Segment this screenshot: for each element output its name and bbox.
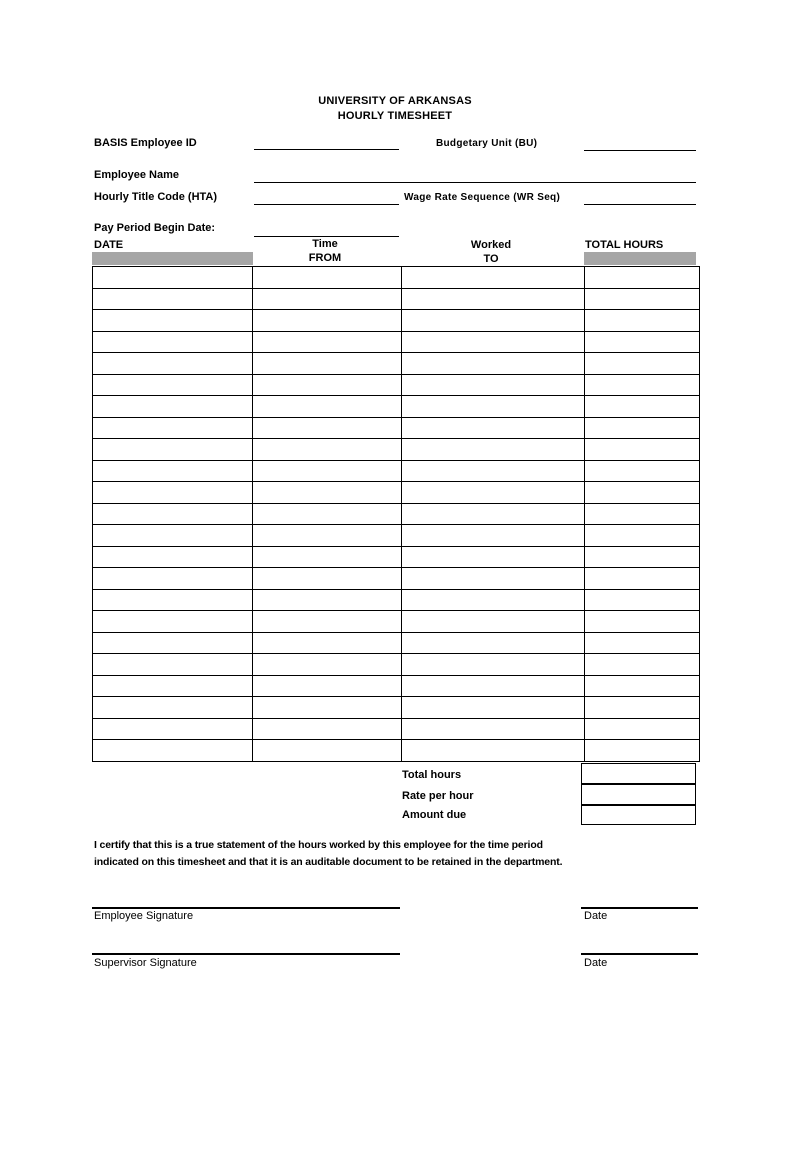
total-header-shade (584, 252, 696, 265)
date-cell[interactable] (93, 525, 253, 547)
budgetary-unit-field[interactable] (584, 150, 696, 151)
total-hours-cell[interactable] (585, 675, 700, 697)
form-subtitle: HOURLY TIMESHEET (337, 110, 453, 122)
employee-date-line[interactable] (581, 907, 698, 909)
total-hours-cell[interactable] (585, 740, 700, 762)
from-cell[interactable] (253, 675, 402, 697)
table-row (93, 697, 700, 719)
table-row (93, 675, 700, 697)
from-cell[interactable] (253, 310, 402, 332)
from-cell[interactable] (253, 546, 402, 568)
supervisor-date-line[interactable] (581, 953, 698, 955)
to-cell[interactable] (402, 417, 585, 439)
supervisor-date-label: Date (584, 957, 608, 969)
date-cell[interactable] (93, 611, 253, 633)
table-row (93, 525, 700, 547)
from-cell[interactable] (253, 460, 402, 482)
employee-name-field[interactable] (254, 182, 696, 183)
table-row (93, 460, 700, 482)
from-cell[interactable] (253, 503, 402, 525)
table-row (93, 396, 700, 418)
table-row (93, 503, 700, 525)
to-cell[interactable] (402, 611, 585, 633)
budgetary-unit-label: Budgetary Unit (BU) (436, 138, 538, 149)
total-hours-cell[interactable] (585, 288, 700, 310)
to-cell[interactable] (402, 310, 585, 332)
to-cell[interactable] (402, 460, 585, 482)
total-hours-cell[interactable] (585, 568, 700, 590)
date-cell[interactable] (93, 396, 253, 418)
from-cell[interactable] (253, 353, 402, 375)
date-cell[interactable] (93, 331, 253, 353)
pay-period-begin-label: Pay Period Begin Date: (94, 222, 216, 234)
total-hours-cell[interactable] (585, 374, 700, 396)
date-cell[interactable] (93, 589, 253, 611)
date-cell[interactable] (93, 374, 253, 396)
to-cell[interactable] (402, 353, 585, 375)
total-hours-cell[interactable] (585, 589, 700, 611)
total-hours-cell[interactable] (585, 439, 700, 461)
table-row (93, 568, 700, 590)
date-cell[interactable] (93, 503, 253, 525)
date-cell[interactable] (93, 460, 253, 482)
col-header-to: TO (483, 253, 499, 265)
total-hours-field[interactable] (581, 763, 696, 784)
date-cell[interactable] (93, 288, 253, 310)
basis-employee-id-field[interactable] (254, 149, 399, 150)
col-header-from: FROM (308, 252, 342, 264)
from-cell[interactable] (253, 568, 402, 590)
total-hours-cell[interactable] (585, 546, 700, 568)
table-row (93, 331, 700, 353)
total-hours-cell[interactable] (585, 611, 700, 633)
date-cell[interactable] (93, 439, 253, 461)
table-row (93, 740, 700, 762)
to-cell[interactable] (402, 267, 585, 289)
date-cell[interactable] (93, 267, 253, 289)
table-row (93, 546, 700, 568)
from-cell[interactable] (253, 632, 402, 654)
certification-line-1: I certify that this is a true statement of the hours worked by this employee for the time period (94, 839, 543, 851)
to-cell[interactable] (402, 632, 585, 654)
from-cell[interactable] (253, 718, 402, 740)
to-cell[interactable] (402, 675, 585, 697)
amount-due-field[interactable] (581, 805, 696, 825)
from-cell[interactable] (253, 267, 402, 289)
to-cell[interactable] (402, 654, 585, 676)
from-cell[interactable] (253, 439, 402, 461)
table-row (93, 589, 700, 611)
table-row (93, 718, 700, 740)
timesheet-grid (92, 266, 700, 762)
to-cell[interactable] (402, 697, 585, 719)
total-hours-cell[interactable] (585, 460, 700, 482)
from-cell[interactable] (253, 417, 402, 439)
to-cell[interactable] (402, 439, 585, 461)
total-hours-cell[interactable] (585, 310, 700, 332)
from-cell[interactable] (253, 482, 402, 504)
employee-signature-label: Employee Signature (94, 910, 194, 922)
to-cell[interactable] (402, 546, 585, 568)
date-cell[interactable] (93, 546, 253, 568)
col-header-time: Time (312, 238, 338, 250)
date-header-shade (92, 252, 253, 265)
table-row (93, 417, 700, 439)
hourly-title-code-label: Hourly Title Code (HTA) (94, 191, 218, 203)
to-cell[interactable] (402, 288, 585, 310)
form-title: UNIVERSITY OF ARKANSAS (318, 95, 472, 107)
total-hours-cell[interactable] (585, 525, 700, 547)
supervisor-signature-label: Supervisor Signature (94, 957, 197, 969)
table-row (93, 654, 700, 676)
table-row (93, 374, 700, 396)
supervisor-signature-line[interactable] (92, 953, 400, 955)
total-hours-cell[interactable] (585, 267, 700, 289)
employee-name-label: Employee Name (94, 169, 179, 181)
from-cell[interactable] (253, 589, 402, 611)
total-hours-label: Total hours (402, 769, 462, 781)
from-cell[interactable] (253, 611, 402, 633)
from-cell[interactable] (253, 374, 402, 396)
total-hours-cell[interactable] (585, 482, 700, 504)
total-hours-cell[interactable] (585, 417, 700, 439)
total-hours-cell[interactable] (585, 632, 700, 654)
basis-employee-id-label: BASIS Employee ID (94, 137, 197, 149)
table-row (93, 310, 700, 332)
total-hours-cell[interactable] (585, 331, 700, 353)
certification-line-2: indicated on this timesheet and that it is an auditable document to be retained in the department. (94, 856, 563, 868)
from-cell[interactable] (253, 396, 402, 418)
amount-due-label: Amount due (402, 809, 467, 821)
to-cell[interactable] (402, 374, 585, 396)
date-cell[interactable] (93, 353, 253, 375)
to-cell[interactable] (402, 740, 585, 762)
from-cell[interactable] (253, 740, 402, 762)
from-cell[interactable] (253, 288, 402, 310)
date-cell[interactable] (93, 675, 253, 697)
date-cell[interactable] (93, 568, 253, 590)
wage-rate-sequence-label: Wage Rate Sequence (WR Seq) (404, 192, 561, 203)
from-cell[interactable] (253, 654, 402, 676)
total-hours-cell[interactable] (585, 654, 700, 676)
date-cell[interactable] (93, 718, 253, 740)
rate-per-hour-field[interactable] (581, 784, 696, 805)
total-hours-cell[interactable] (585, 697, 700, 719)
table-row (93, 611, 700, 633)
employee-date-label: Date (584, 910, 608, 922)
total-hours-cell[interactable] (585, 353, 700, 375)
date-cell[interactable] (93, 740, 253, 762)
to-cell[interactable] (402, 718, 585, 740)
table-row (93, 267, 700, 289)
table-row (93, 288, 700, 310)
date-cell[interactable] (93, 697, 253, 719)
date-cell[interactable] (93, 482, 253, 504)
date-cell[interactable] (93, 654, 253, 676)
from-cell[interactable] (253, 331, 402, 353)
wage-rate-sequence-field[interactable] (584, 204, 696, 205)
from-cell[interactable] (253, 525, 402, 547)
col-header-date: DATE (94, 239, 124, 251)
hourly-title-code-field[interactable] (254, 204, 399, 205)
rate-per-hour-label: Rate per hour (402, 790, 474, 802)
col-header-worked: Worked (470, 239, 512, 251)
to-cell[interactable] (402, 525, 585, 547)
date-cell[interactable] (93, 632, 253, 654)
to-cell[interactable] (402, 331, 585, 353)
total-hours-cell[interactable] (585, 503, 700, 525)
date-cell[interactable] (93, 310, 253, 332)
table-row (93, 482, 700, 504)
total-hours-cell[interactable] (585, 396, 700, 418)
from-cell[interactable] (253, 697, 402, 719)
employee-signature-line[interactable] (92, 907, 400, 909)
to-cell[interactable] (402, 589, 585, 611)
to-cell[interactable] (402, 482, 585, 504)
total-hours-cell[interactable] (585, 718, 700, 740)
to-cell[interactable] (402, 503, 585, 525)
to-cell[interactable] (402, 396, 585, 418)
to-cell[interactable] (402, 568, 585, 590)
table-row (93, 632, 700, 654)
table-row (93, 353, 700, 375)
col-header-total-hours: TOTAL HOURS (585, 239, 664, 251)
table-row (93, 439, 700, 461)
date-cell[interactable] (93, 417, 253, 439)
pay-period-begin-field[interactable] (254, 236, 399, 237)
